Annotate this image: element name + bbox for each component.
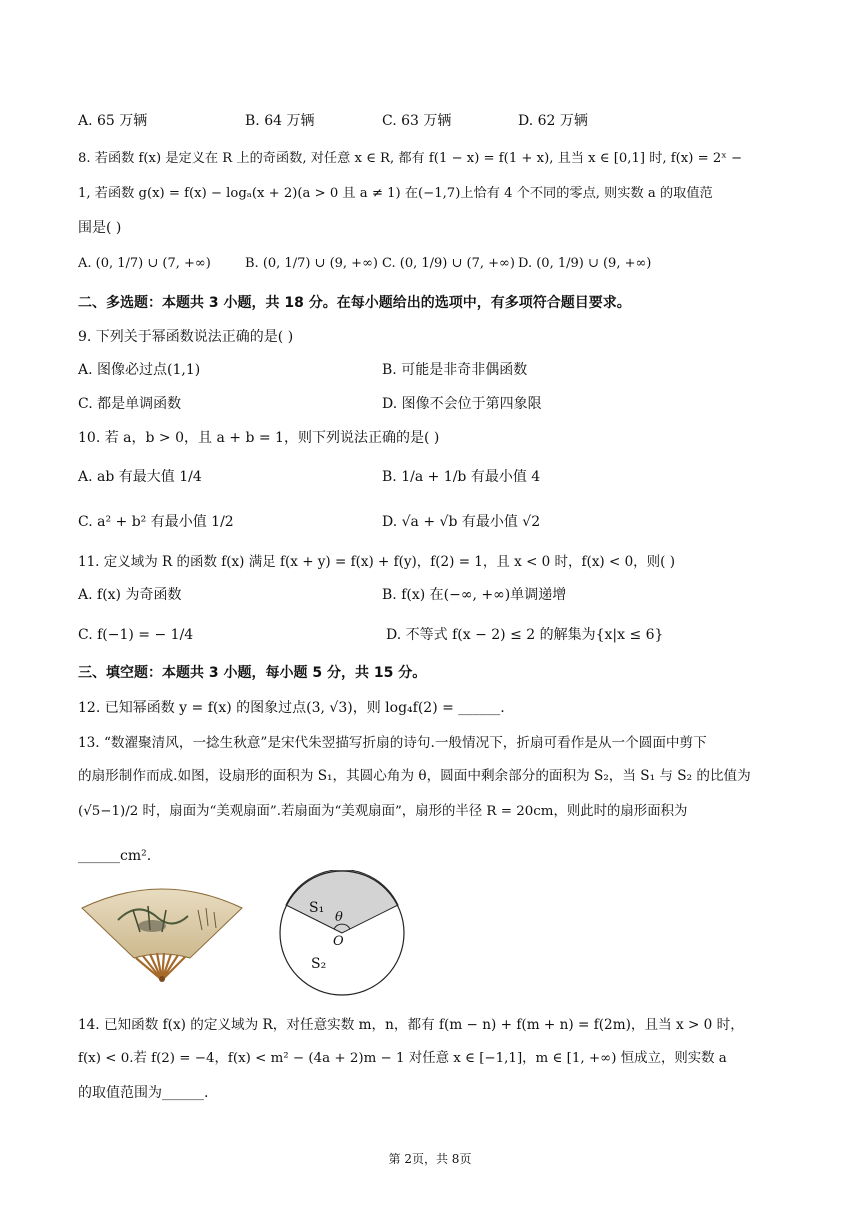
q13-stem-line4: ______cm². — [78, 848, 152, 864]
q14-stem-line1: 14. 已知函数 f(x) 的定义域为 R，对任意实数 m，n，都有 f(m − n) + f(m + n) = f(2m)，且当 x > 0 时， — [78, 1017, 744, 1033]
q12-stem: 12. 已知幂函数 y = f(x) 的图象过点(3, √3)，则 log₄f(2) = ______. — [78, 700, 505, 716]
section3-heading: 三、填空题：本题共 3 小题，每小题 5 分，共 15 分。 — [78, 665, 427, 681]
q7-option-a: A. 65 万辆 — [78, 113, 148, 129]
folding-fan-image — [78, 880, 246, 984]
q13-stem-line3: (√5−1)/2 时，扇面为“美观扇面”.若扇面为“美观扇面”，扇形的半径 R = 20cm，则此时的扇形面积为 — [78, 804, 688, 819]
section2-heading: 二、多选题：本题共 3 小题，共 18 分。在每小题给出的选项中，有多项符合题目要求。 — [78, 295, 631, 311]
q10-option-a: A. ab 有最大值 1/4 — [78, 469, 202, 485]
fan-sector-diagram — [279, 870, 405, 996]
q8-stem-line3: 围是( ) — [78, 220, 122, 236]
center-o-label: O — [333, 934, 344, 949]
q14-stem-line3: 的取值范围为______. — [78, 1085, 209, 1101]
q11-option-d: D. 不等式 f(x − 2) ≤ 2 的解集为{x|x ≤ 6} — [386, 627, 664, 643]
s1-label: S₁ — [309, 900, 325, 916]
q10-option-c: C. a² + b² 有最小值 1/2 — [78, 514, 234, 530]
q9-option-b: B. 可能是非奇非偶函数 — [382, 362, 528, 378]
q9-option-d: D. 图像不会位于第四象限 — [382, 396, 542, 412]
q8-option-a: A. (0, 1/7) ∪ (7, +∞) — [78, 256, 211, 271]
q13-stem-line1: 13. “数濯聚清风，一捻生秋意”是宋代朱翌描写折扇的诗句.一般情况下，折扇可看作是从一个圆面中剪下 — [78, 735, 707, 751]
q9-option-a: A. 图像必过点(1,1) — [78, 362, 201, 378]
s2-label: S₂ — [311, 956, 327, 972]
q10-option-b: B. 1/a + 1/b 有最小值 4 — [382, 469, 541, 485]
q11-option-b: B. f(x) 在(−∞, +∞)单调递增 — [382, 587, 567, 603]
q8-option-c: C. (0, 1/9) ∪ (7, +∞) — [382, 256, 515, 271]
q11-option-a: A. f(x) 为奇函数 — [78, 587, 182, 603]
q9-stem: 9. 下列关于幂函数说法正确的是( ) — [78, 329, 294, 345]
q10-option-d: D. √a + √b 有最小值 √2 — [382, 514, 541, 530]
page-footer: 第 2页，共 8页 — [388, 1152, 472, 1166]
q10-stem: 10. 若 a，b > 0，且 a + b = 1，则下列说法正确的是( ) — [78, 430, 440, 446]
q11-stem: 11. 定义域为 R 的函数 f(x) 满足 f(x + y) = f(x) + f(y)，f(2) = 1，且 x < 0 时，f(x) < 0，则( ) — [78, 554, 676, 570]
q7-option-c: C. 63 万辆 — [382, 113, 452, 129]
q8-stem-line2: 1, 若函数 g(x) = f(x) − logₐ(x + 2)(a > 0 且 a ≠ 1) 在(−1,7)上恰有 4 个不同的零点, 则实数 a 的取值范 — [78, 186, 713, 201]
q14-stem-line2: f(x) < 0.若 f(2) = −4，f(x) < m² − (4a + 2)m − 1 对任意 x ∈ [−1,1]，m ∈ [1, +∞) 恒成立，则实数 a — [78, 1051, 727, 1066]
theta-label: θ — [335, 910, 343, 925]
q8-stem-line1: 8. 若函数 f(x) 是定义在 R 上的奇函数, 对任意 x ∈ R, 都有 f(1 − x) = f(1 + x), 且当 x ∈ [0,1] 时, f(x) = 2ˣ − — [78, 151, 743, 166]
q7-option-b: B. 64 万辆 — [245, 113, 315, 129]
q8-option-d: D. (0, 1/9) ∪ (9, +∞) — [518, 256, 652, 271]
q7-option-d: D. 62 万辆 — [518, 113, 588, 129]
q11-option-c: C. f(−1) = − 1/4 — [78, 627, 194, 643]
q9-option-c: C. 都是单调函数 — [78, 396, 182, 412]
q13-stem-line2: 的扇形制作而成.如图，设扇形的面积为 S₁，其圆心角为 θ，圆面中剩余部分的面积为 S₂，当 S₁ 与 S₂ 的比值为 — [78, 768, 751, 784]
q8-option-b: B. (0, 1/7) ∪ (9, +∞) — [245, 256, 378, 271]
